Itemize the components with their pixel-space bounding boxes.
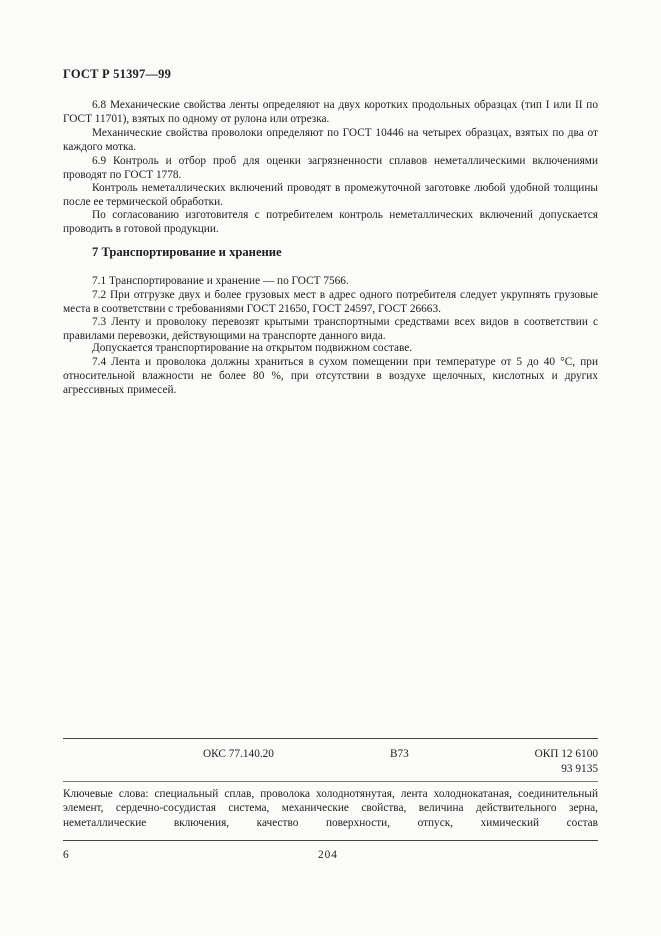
sheet-number: 204 <box>318 849 338 861</box>
paragraph-7-3-open: Допускается транспортирование на открытом подвижном составе. <box>92 342 413 354</box>
okp-code-line-2: 93 9135 <box>561 762 598 775</box>
oks-code: ОКС 77.140.20 <box>203 748 274 760</box>
paragraph-7-3: 7.3 Ленту и проволоку перевозят крытыми транспортными средствами всех видов в соответствии с правилами перевозки, действующими на транспорте данного вида. <box>63 316 598 343</box>
bottom-divider <box>63 840 598 841</box>
okp-code-line-1: ОКП 12 6100 <box>534 748 598 760</box>
paragraph-6-8-wire: Механические свойства проволоки определяют по ГОСТ 10446 на четырех образцах, взятых по два от каждого мотка. <box>63 127 598 154</box>
keywords: Ключевые слова: специальный сплав, проволока холоднотянутая, лента холоднокатаная, соединительный элемент, сердечно-сосудистая система, механические свойства, величина действительного зерна, неметаллические включения, качество поверхности, отпуск, химический состав <box>63 788 598 829</box>
paragraph-6-8: 6.8 Механические свойства ленты определяют на двух коротких продольных образцах (тип I или II по ГОСТ 11701), взятых по одному от рулона или отрезка. <box>63 99 598 126</box>
paragraph-6-9-agreement: По согласованию изготовителя с потребителем контроль неметаллических включений допускается проводить в готовой продукции. <box>63 209 598 236</box>
okp-code <box>535 747 598 776</box>
group-code: В73 <box>390 748 409 760</box>
document-header: ГОСТ Р 51397—99 <box>63 67 172 81</box>
paragraph-7-4: 7.4 Лента и проволока должны храниться в сухом помещении при температуре от 5 до 40 °С, при относительной влажности не более 80 %, при отсутствии в воздухе щелочных, кислотных и других агрессивных примесей. <box>63 356 598 397</box>
keywords-divider <box>63 781 598 782</box>
paragraph-7-1: 7.1 Транспортирование и хранение — по ГОСТ 7566. <box>92 275 349 287</box>
top-divider <box>63 738 598 739</box>
paragraph-7-2: 7.2 При отгрузке двух и более грузовых мест в адрес одного потребителя следует укрупнять грузовые места в соответствии с требованиями ГОСТ 21650, ГОСТ 24597, ГОСТ 26663. <box>63 289 598 316</box>
section-7-heading: 7 Транспортирование и хранение <box>92 245 282 259</box>
page-number: 6 <box>63 849 69 861</box>
paragraph-6-9-control: Контроль неметаллических включений проводят в промежуточной заготовке любой удобной толщины после ее термической обработки. <box>63 182 598 209</box>
paragraph-6-9: 6.9 Контроль и отбор проб для оценки загрязненности сплавов неметаллическими включениями проводят по ГОСТ 1778. <box>63 155 598 182</box>
